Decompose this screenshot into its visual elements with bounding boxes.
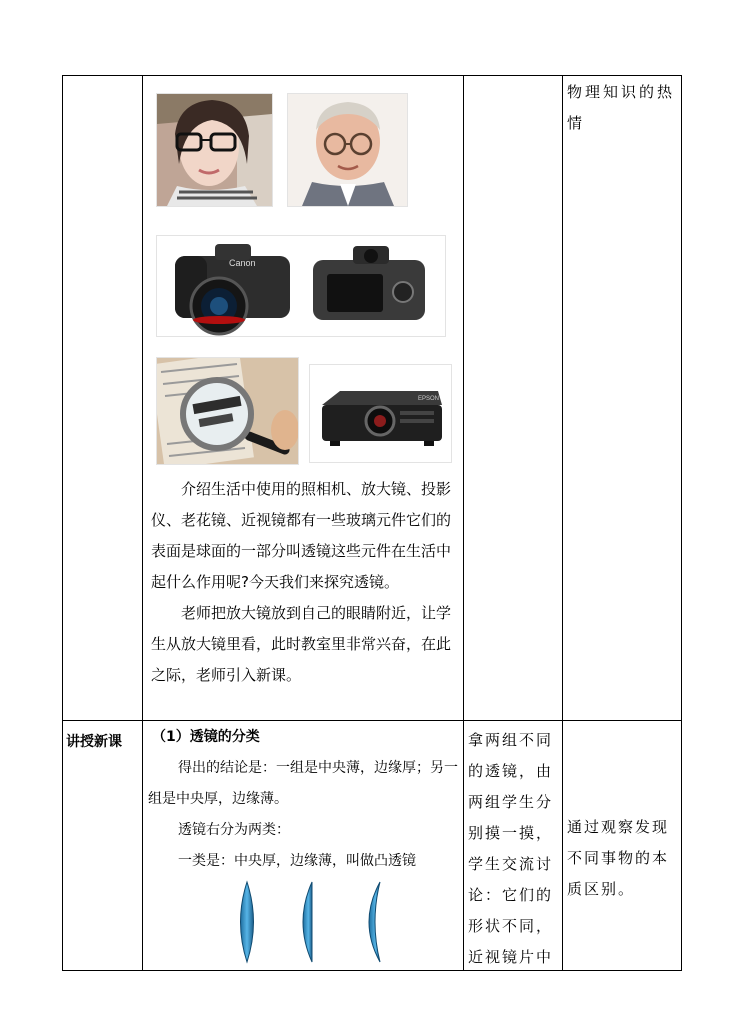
convex-paragraph: 一类是：中央厚，边缘薄，叫做凸透镜 [178, 853, 416, 869]
photo-projector [309, 364, 452, 463]
svg-text:EPSON: EPSON [418, 396, 440, 402]
lesson-table [62, 75, 682, 971]
table-border-right [681, 75, 682, 971]
table-border-left [62, 75, 63, 971]
svg-text:Canon: Canon [229, 258, 256, 268]
teacher-paragraph: 老师把放大镜放到自己的眼睛附近，让学生从放大镜里看，此时教室里非常兴奋，在此之际，老师引入新课。 [151, 604, 452, 684]
design-intent-cell: 通过观察发现不同事物的本质区别。 [567, 818, 670, 898]
row1-content-cell [143, 76, 463, 720]
column-divider-2 [463, 75, 464, 971]
section-title: （1）透镜的分类 [152, 729, 260, 745]
row-divider [62, 720, 682, 721]
photo-girl-glasses [156, 93, 273, 207]
row2-content-cell [148, 722, 460, 970]
table-border-bottom [62, 970, 682, 971]
column-divider-3 [562, 75, 563, 971]
conclusion-paragraph: 得出的结论是：一组是中央薄，边缘厚；另一组是中央厚，边缘薄。 [148, 760, 458, 807]
row1-intent-cell: 物理知识的热情 [567, 83, 676, 132]
stage-label: 讲授新课 [66, 734, 122, 750]
student-activity-cell: 拿两组不同的透镜，由两组学生分别摸一摸，学生交流讨论：它们的形状不同，近视镜片中 [468, 731, 554, 966]
photo-cameras [156, 235, 446, 337]
meniscus-convex-lens-icon [362, 880, 384, 964]
split-paragraph: 透镜右分为两类： [178, 822, 290, 838]
intro-paragraph: 介绍生活中使用的照相机、放大镜、投影仪、老花镜、近视镜都有一些玻璃元件它们的表面是球面的一部分叫透镜这些元件在生活中起什么作用呢?今天我们来探究透镜。 [151, 480, 452, 591]
plano-convex-lens-icon [296, 880, 318, 964]
photo-old-man-glasses [287, 93, 408, 207]
photo-magnifying-glass [156, 357, 299, 465]
biconvex-lens-icon [236, 880, 258, 964]
